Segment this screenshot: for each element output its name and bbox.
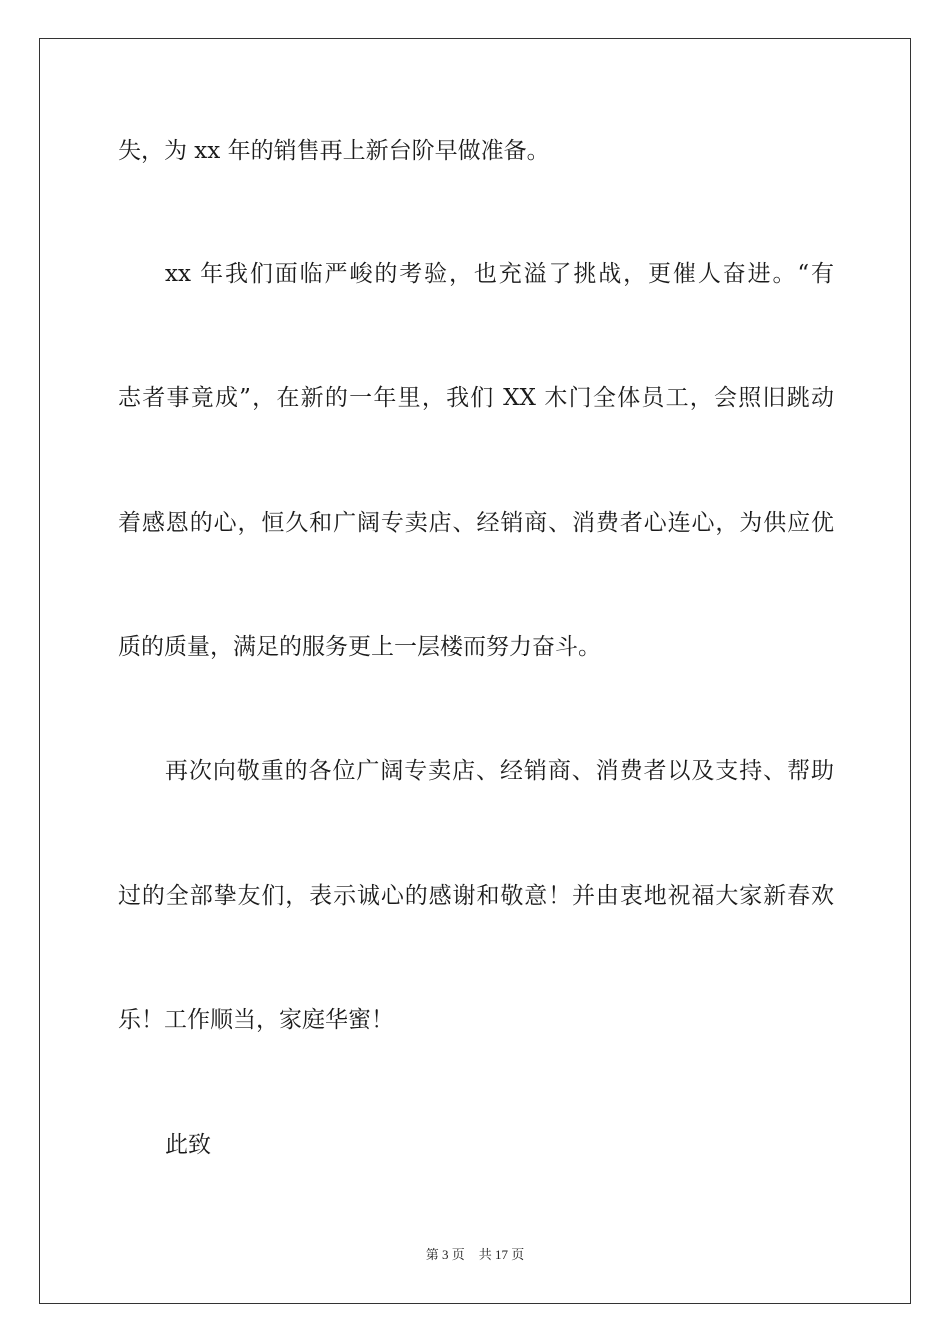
text-line-1: 失，为 xx 年的销售再上新台阶早做准备。 <box>118 138 550 164</box>
text-line-2: xx 年我们面临严峻的考验，也充溢了挑战，更催人奋进。“有 <box>165 261 834 287</box>
text-line-3: 志者事竟成”，在新的一年里，我们 XX 木门全体员工，会照旧跳动 <box>118 385 834 411</box>
text-line-8: 乐！工作顺当，家庭华蜜！ <box>118 1007 394 1033</box>
text-line-4: 着感恩的心，恒久和广阔专卖店、经销商、消费者心连心，为供应优 <box>118 510 834 536</box>
text-line-5: 质的质量，满足的服务更上一层楼而努力奋斗。 <box>118 634 601 660</box>
page-total: 共 17 页 <box>478 1247 525 1262</box>
page-number: 第 3 页 <box>425 1247 465 1262</box>
text-line-7: 过的全部挚友们，表示诚心的感谢和敬意！并由衷地祝福大家新春欢 <box>118 883 834 909</box>
page-border <box>39 38 911 1304</box>
page-footer <box>0 1246 950 1264</box>
text-line-6: 再次向敬重的各位广阔专卖店、经销商、消费者以及支持、帮助 <box>165 758 834 784</box>
text-line-9: 此致 <box>165 1132 211 1158</box>
